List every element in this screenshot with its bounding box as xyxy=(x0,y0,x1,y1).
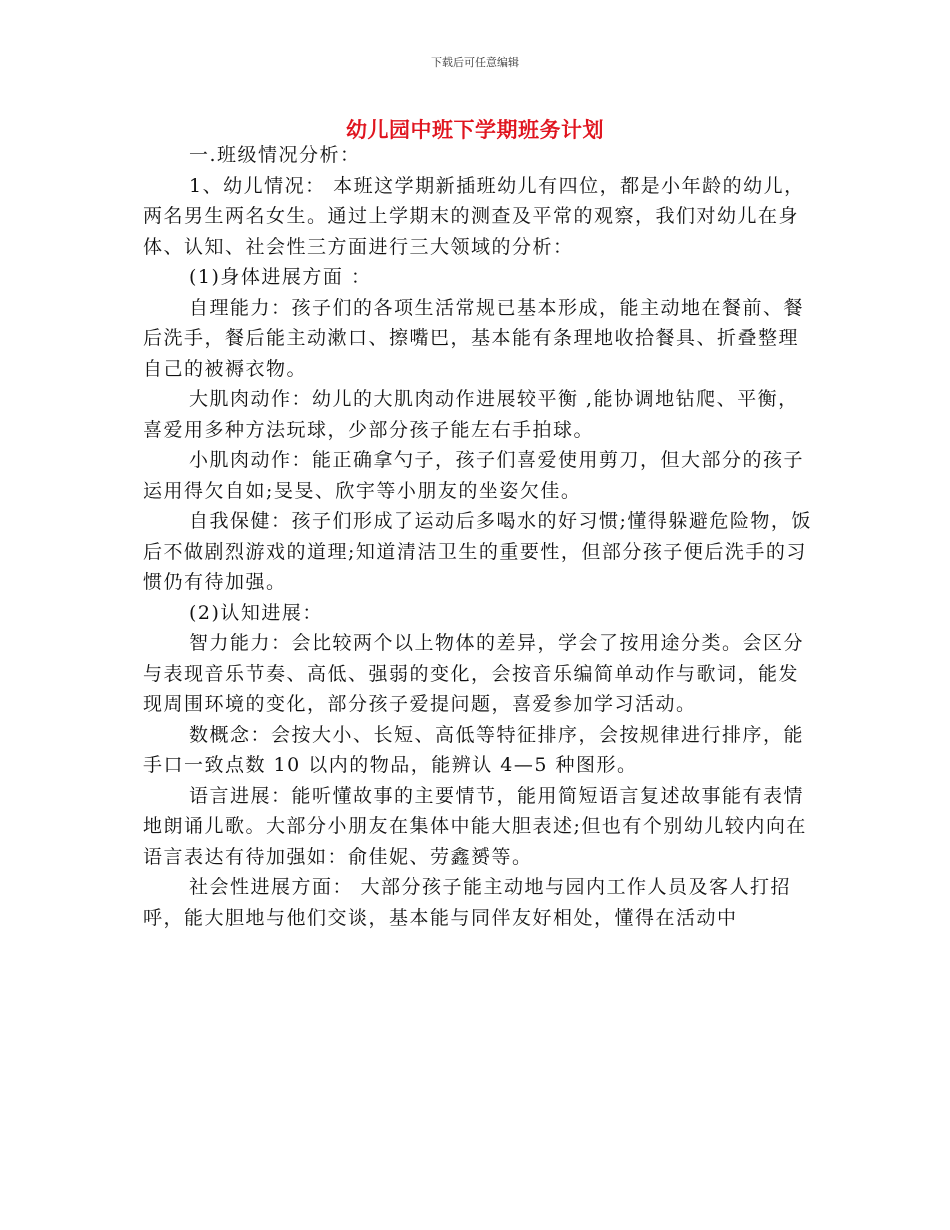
subsection-heading-cognitive: (2)认知进展： xyxy=(189,601,323,624)
section-heading: 一.班级情况分析： xyxy=(189,144,361,166)
paragraph-gross-motor: 大肌肉动作：幼儿的大肌肉动作进展较平衡 ,能协调地钻爬、平衡，喜爱用多种方法玩球，少部分孩子能左右手拍球。 xyxy=(143,388,799,441)
document-body xyxy=(143,140,813,933)
subsection-heading-physical: (1)身体进展方面 ： xyxy=(189,266,372,288)
paragraph-fine-motor: 小肌肉动作：能正确拿勺子，孩子们喜爱使用剪刀，但大部分的孩子运用得欠自如;旻旻、欣宇等小朋友的坐姿欠佳。 xyxy=(143,449,805,502)
paragraph-children-situation: 1、幼儿情况： 本班这学期新插班幼儿有四位，都是小年龄的幼儿，两名男生两名女生。通过上学期末的测查及平常的观察，我们对幼儿在身体、认知、社会性三方面进行三大领域的分析： xyxy=(143,174,805,258)
paragraph-self-care: 自理能力：孩子们的各项生活常规已基本形成，能主动地在餐前、餐后洗手，餐后能主动漱口、擦嘴巴，基本能有条理地收拾餐具、折叠整理自己的被褥衣物。 xyxy=(143,296,805,380)
document-title: 幼儿园中班下学期班务计划 xyxy=(346,118,604,142)
paragraph-self-health: 自我保健：孩子们形成了运动后多喝水的好习惯;懂得躲避危险物，饭后不做剧烈游戏的道理;知道清洁卫生的重要性，但部分孩子便后洗手的习惯仍有待加强。 xyxy=(143,510,812,593)
paragraph-intelligence: 智力能力：会比较两个以上物体的差异，学会了按用途分类。会区分与表现音乐节奏、高低、强弱的变化，会按音乐编简单动作与歌词，能发现周围环境的变化，部分孩子爱提问题，喜爱参加学习活动。 xyxy=(143,632,805,715)
header-note: 下载后可任意编辑 xyxy=(431,56,519,69)
paragraph-social: 社会性进展方面： 大部分孩子能主动地与园内工作人员及客人打招呼，能大胆地与他们交谈，基本能与同伴友好相处，懂得在活动中 xyxy=(143,876,792,929)
paragraph-language: 语言进展：能听懂故事的主要情节，能用简短语言复述故事能有表情地朗诵儿歌。大部分小朋友在集体中能大胆表述;但也有个别幼儿较内向在语言表达有待加强如：俞佳妮、劳鑫赟等。 xyxy=(143,784,807,868)
paragraph-number-concept: 数概念：会按大小、长短、高低等特征排序，会按规律进行排序，能手口一致点数 10 以内的物品，能辨认 4—5 种图形。 xyxy=(143,723,805,776)
